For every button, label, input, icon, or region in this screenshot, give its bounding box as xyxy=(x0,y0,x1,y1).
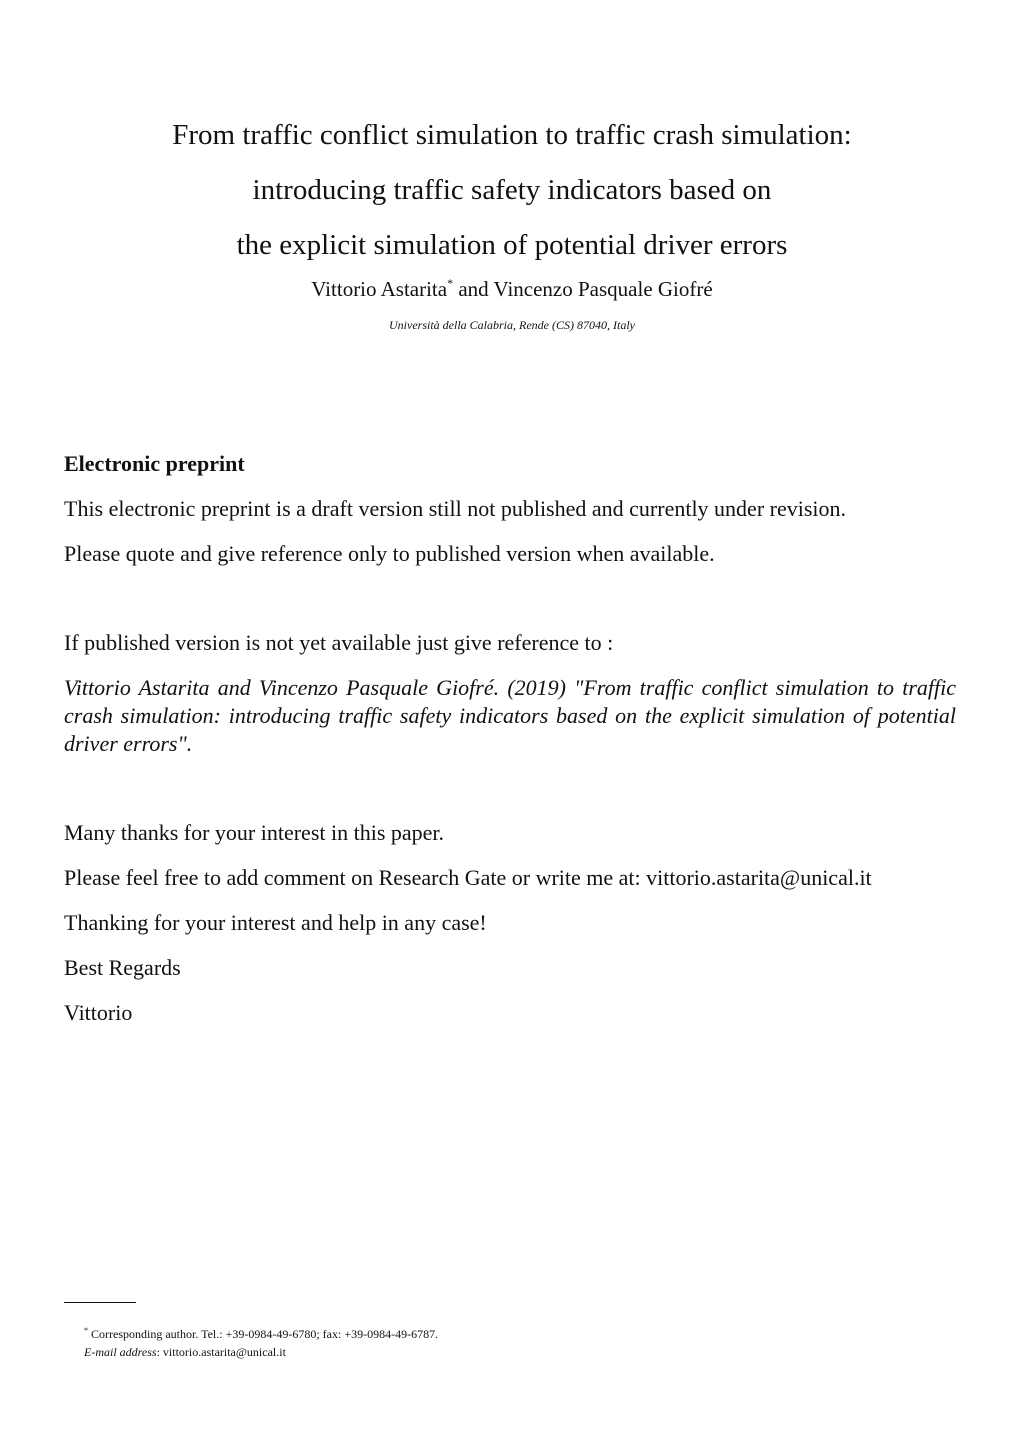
preprint-heading: Electronic preprint xyxy=(64,451,245,476)
author-line xyxy=(0,274,1024,304)
corresponding-author-mark: * xyxy=(447,276,454,290)
footnote-email-separator: : xyxy=(156,1345,160,1359)
title-line-3: the explicit simulation of potential driver errors xyxy=(236,229,788,261)
preprint-notice-line-2: Please quote and give reference only to published version when available. xyxy=(64,541,715,566)
footnote-corresponding-author xyxy=(84,1326,964,1343)
paper-title xyxy=(0,108,1024,273)
footnote-email-label: E-mail address xyxy=(84,1345,157,1359)
regards-line: Best Regards xyxy=(64,955,181,980)
help-line: Thanking for your interest and help in any case! xyxy=(64,910,487,935)
citation: Vittorio Astarita and Vincenzo Pasquale Giofré. (2019) "From traffic conflict simulation to traffic crash simulation: introducing traffic safety indicators based on the explicit simulation of potential driver errors". xyxy=(64,675,956,756)
footnote-email-address[interactable]: vittorio.astarita@unical.it xyxy=(162,1345,286,1359)
preprint-notice-line-1: This electronic preprint is a draft version still not published and currently under revision. xyxy=(64,496,847,521)
author-2-name: and Vincenzo Pasquale Giofré xyxy=(458,277,713,301)
title-line-1: From traffic conflict simulation to traffic crash simulation: xyxy=(172,119,852,151)
affiliation: Università della Calabria, Rende (CS) 87040, Italy xyxy=(389,318,635,332)
signature: Vittorio xyxy=(64,1000,133,1025)
footnote-mark: * xyxy=(84,1326,88,1335)
thanks-line: Many thanks for your interest in this paper. xyxy=(64,820,445,845)
footnote-divider xyxy=(64,1302,136,1303)
contact-line: Please feel free to add comment on Research Gate or write me at: vittorio.astarita@unical.it xyxy=(64,865,872,890)
footnote-email xyxy=(84,1344,964,1361)
reference-intro: If published version is not yet available just give reference to : xyxy=(64,630,614,655)
footnote-phone: Corresponding author. Tel.: +39-0984-49-6780; fax: +39-0984-49-6787. xyxy=(91,1327,439,1341)
title-line-2: introducing traffic safety indicators based on xyxy=(252,174,772,206)
author-1-name: Vittorio Astarita xyxy=(311,277,448,301)
